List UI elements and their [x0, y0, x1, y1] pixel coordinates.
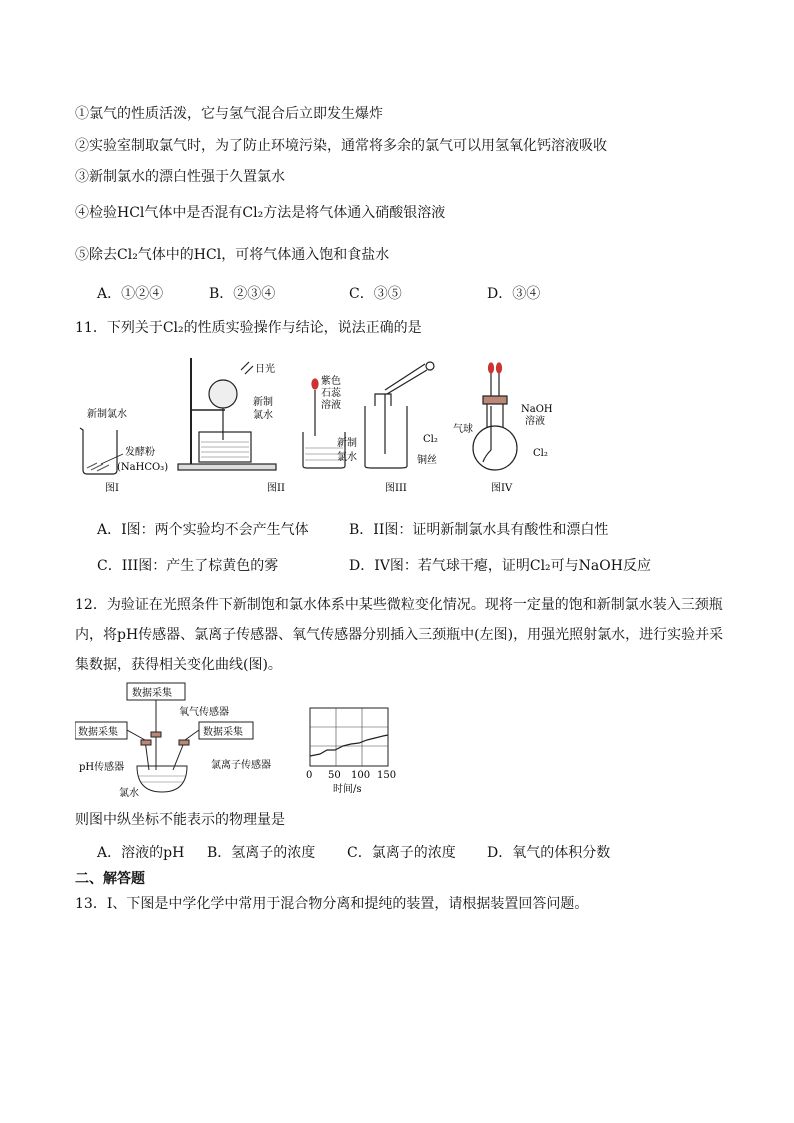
fig4-balloon: 气球 [453, 424, 473, 435]
q10-option-c[interactable]: C．③⑤ [349, 286, 402, 302]
fig2-water-label-1: 新制 [253, 397, 273, 408]
q13-stem: 13．I、下图是中学化学中常用于混合物分离和提纯的装置，请根据装置回答问题。 [75, 896, 589, 912]
q12-option-b[interactable]: B．氢离子的浓度 [207, 845, 316, 861]
fig1-nahco3-label: (NaHCO₃) [117, 462, 169, 473]
fig3-wire: 铜丝 [417, 455, 437, 466]
fig2-water-label-2: 氯水 [253, 410, 273, 421]
fig4-cl2: Cl₂ [533, 448, 548, 459]
q11-option-a[interactable]: A．I图：两个实验均不会产生气体 [97, 522, 309, 538]
fig2-title: 图II [267, 483, 285, 494]
fig3-litmus-1: 紫色 [321, 376, 341, 387]
ph-sensor-label: pH传感器 [79, 762, 125, 773]
fig1-title: 图I [105, 483, 119, 494]
q12-stem-1: 12．为验证在光照条件下新制饱和氯水体系中某些微粒变化情况。现将一定量的饱和新制氯水装入三颈瓶 [75, 597, 723, 613]
fig3-water-2: 氯水 [337, 452, 357, 463]
fig3-water-1: 新制 [337, 438, 357, 449]
tick-0: 0 [306, 770, 313, 781]
collect-left-label: 数据采集 [78, 727, 118, 738]
o2-sensor-label: 氧气传感器 [179, 707, 229, 718]
statement-5: ⑤除去Cl₂气体中的HCl，可将气体通入饱和食盐水 [75, 247, 390, 263]
q12-option-a[interactable]: A．溶液的pH [97, 845, 185, 861]
q10-option-a[interactable]: A．①②④ [97, 286, 164, 302]
q12-option-c[interactable]: C．氯离子的浓度 [347, 845, 456, 861]
fig1-water-label: 新制氯水 [87, 409, 127, 420]
tick-50: 50 [328, 770, 341, 781]
section-title: 二、解答题 [75, 871, 145, 887]
fig2-sun-label: 日光 [255, 364, 275, 375]
statement-4: ④检验HCl气体中是否混有Cl₂方法是将气体通入硝酸银溶液 [75, 205, 446, 221]
q12-sensor-figure [75, 680, 405, 802]
q11-option-c[interactable]: C．III图：产生了棕黄色的雾 [97, 558, 279, 574]
q11-option-d[interactable]: D．IV图：若气球干瘪，证明Cl₂可与NaOH反应 [349, 558, 651, 574]
q12-question: 则图中纵坐标不能表示的物理量是 [75, 812, 285, 828]
q10-option-b[interactable]: B．②③④ [209, 286, 276, 302]
collect-right-label: 数据采集 [203, 727, 243, 738]
fig4-solution: 溶液 [525, 416, 545, 427]
q11-apparatus-figure [75, 350, 575, 500]
fig3-litmus-3: 溶液 [321, 400, 341, 411]
fig3-cl2: Cl₂ [423, 434, 438, 445]
q12-graph [310, 708, 388, 766]
tick-150: 150 [377, 770, 397, 781]
q11-options-row-1 [97, 519, 608, 539]
q11-options-row-2 [97, 555, 651, 575]
q12-curve [310, 735, 388, 756]
q11-option-b[interactable]: B．II图：证明新制氯水具有酸性和漂白性 [349, 522, 609, 538]
fig1-beaker [80, 428, 117, 474]
statement-1: ①氯气的性质活泼，它与氢气混合后立即发生爆炸 [75, 106, 383, 122]
q10-option-d[interactable]: D．③④ [487, 286, 541, 302]
fig1-powder-label: 发酵粉 [125, 447, 155, 458]
q12-stem-3: 集数据，获得相关变化曲线(图)。 [75, 657, 282, 673]
q12-stem-2: 内，将pH传感器、氯离子传感器、氧气传感器分别插入三颈瓶中(左图)，用强光照射氯水，进行实验并采 [75, 627, 724, 643]
fig4-naoh: NaOH [521, 404, 553, 415]
fig3-title: 图III [385, 483, 407, 494]
graph-xlabel: 时间/s [333, 784, 362, 795]
q10-options [97, 283, 540, 303]
q12-options [97, 842, 610, 862]
collect-top-label: 数据采集 [132, 688, 172, 699]
cl-sensor-label: 氯离子传感器 [211, 760, 271, 771]
fig4-title: 图IV [491, 483, 513, 494]
statement-3: ③新制氯水的漂白性强于久置氯水 [75, 169, 285, 185]
q12-option-d[interactable]: D．氧气的体积分数 [487, 845, 611, 861]
statement-2: ②实验室制取氯气时，为了防止环境污染，通常将多余的氯气可以用氢氧化钙溶液吸收 [75, 138, 607, 154]
q11-stem: 11．下列关于Cl₂的性质实验操作与结论，说法正确的是 [75, 320, 422, 336]
fig4-flask [473, 363, 517, 470]
fig3-litmus-2: 石蕊 [321, 388, 341, 399]
tick-100: 100 [351, 770, 371, 781]
chlorine-water-label: 氯水 [119, 788, 139, 799]
